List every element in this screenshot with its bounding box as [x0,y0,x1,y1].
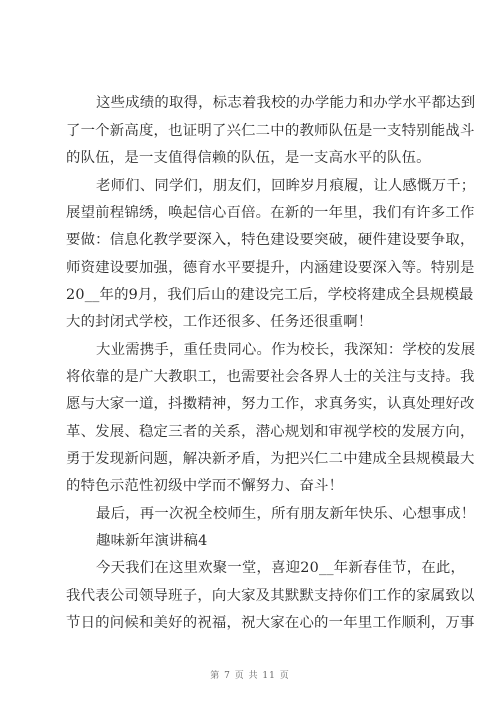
paragraph-line: 老师们、同学们，朋友们，回眸岁月痕履，让人感慨万千； [96,178,476,194]
paragraph-line: 展望前程锦绣，唤起信心百倍。在新的一年里，我们有许多工作 [66,205,475,221]
paragraph-line: 愿与大家一道，抖擞精神，努力工作，求真务实，认真处理好改 [66,396,475,412]
paragraph-line: 要做：信息化教学要深入，特色建设要突破，硬件建设要争取， [66,232,475,248]
paragraph-line: 革、发展、稳定三者的关系，潜心规划和审视学校的发展方向， [66,424,475,440]
section-heading: 趣味新年演讲稿4 [96,533,208,549]
paragraph-line: 将依靠的是广大教职工，也需要社会各界人士的关注与支持。我 [66,369,475,385]
paragraph-line: 师资建设要加强，德育水平要提升，内涵建设要深入等。特别是 [66,260,475,276]
paragraph-line: 我代表公司领导班子，向大家及其默默支持你们工作的家属致以 [66,588,475,604]
paragraph-line: 20__年的9月，我们后山的建设完工后，学校将建成全县规模最 [66,287,474,303]
paragraph-line: 节日的问候和美好的祝福，祝大家在心的一年里工作顺利，万事 [66,615,475,631]
paragraph-line: 这些成绩的取得，标志着我校的办学能力和办学水平都达到 [96,95,476,111]
paragraph-line: 大的封闭式学校，工作还很多、任务还很重啊！ [66,314,373,330]
paragraph-line: 勇于发现新问题，解决新矛盾，为把兴仁二中建成全县规模最大 [66,451,475,467]
paragraph-line: 今天我们在这里欢聚一堂，喜迎20__年新春佳节，在此， [96,560,466,576]
paragraph-line: 的队伍，是一支值得信赖的队伍，是一支高水平的队伍。 [66,150,431,166]
page-number-footer: 第 7 页 共 11 页 [210,671,290,681]
paragraph-line: 了一个新高度，也证明了兴仁二中的教师队伍是一支特别能战斗 [66,123,475,139]
paragraph-line: 的特色示范性初级中学而不懈努力、奋斗！ [66,478,344,494]
paragraph-line: 最后，再一次祝全校师生，所有朋友新年快乐、心想事成！ [96,506,476,522]
paragraph-line: 大业需携手，重任贵同心。作为校长，我深知：学校的发展 [96,342,476,358]
